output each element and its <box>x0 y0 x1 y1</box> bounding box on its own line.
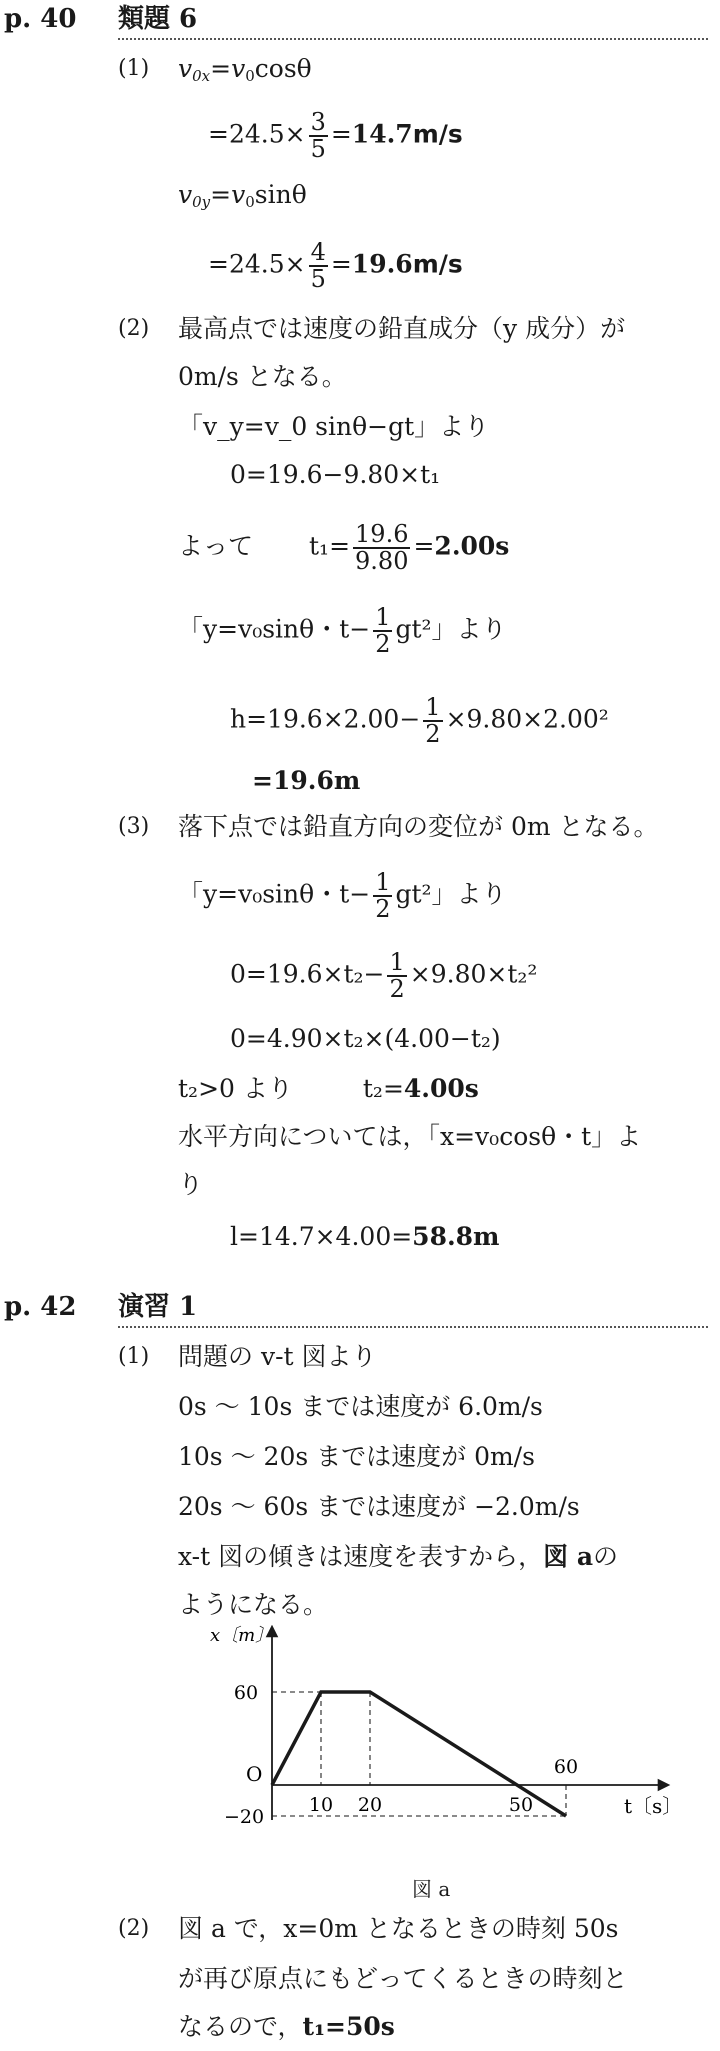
text-line: 図 a で，x=0m となるときの時刻 50s <box>178 1914 619 1943</box>
text-line: 落下点では鉛直方向の変位が 0m となる。 <box>178 812 659 841</box>
figure-caption: 図 a <box>412 1877 451 1901</box>
item-number: (1) <box>118 56 150 81</box>
item-number: (1) <box>118 1344 150 1369</box>
text-line: り <box>178 1170 204 1199</box>
text-line: なるので，t₁=50s <box>178 2012 395 2041</box>
x-t-graph <box>190 1625 690 1875</box>
text-line: x-t 図の傾きは速度を表すから，図 aの <box>178 1542 619 1571</box>
text-line: 問題の v-t 図より <box>178 1342 377 1371</box>
answer: 14.7 <box>351 119 413 149</box>
text-line: 最高点では速度の鉛直成分（y 成分）が <box>178 314 626 343</box>
equation-line: 0=19.6×t₂− $\frac{1}{2}$ ×9.80×t₂² <box>230 948 538 1004</box>
item-number: (2) <box>118 1916 150 1941</box>
y-axis-label: x〔m〕 <box>210 1625 274 1646</box>
section-divider <box>118 38 708 40</box>
answer: 19.6 <box>351 249 413 279</box>
y-tick-label: 60 <box>233 1682 259 1704</box>
answer: 58.8m <box>412 1222 500 1251</box>
figure-reference: 図 a <box>543 1542 594 1571</box>
text-line: 水平方向については，「x=v₀cosθ・t」よ <box>178 1122 642 1151</box>
text-line: が再び原点にもどってくるときの時刻と <box>178 1964 628 1993</box>
fraction: $\frac{1}{2}$ <box>375 868 391 924</box>
fraction: $\frac{1}{2}$ <box>375 603 391 659</box>
text-line: 0s ～ 10s までは速度が 6.0m/s <box>178 1392 543 1421</box>
equation-line: よって t₁= $\frac{19.6}{9.80}$ =2.00s <box>178 520 510 576</box>
answer: 2.00s <box>434 531 510 561</box>
x-tick-label: 20 <box>357 1794 383 1816</box>
equation-line: l=14.7×4.00=58.8m <box>230 1222 500 1251</box>
item-number: (2) <box>118 316 150 341</box>
section-divider <box>118 1326 708 1328</box>
origin-label: O <box>246 1762 263 1786</box>
fraction: $\frac{1}{2}$ <box>389 948 405 1004</box>
equation-line: 「v_y=v_0 sinθ−gt」より <box>178 412 490 441</box>
section-title: 演習 1 <box>118 1292 198 1322</box>
section-title: 類題 6 <box>118 4 198 34</box>
equation-line: h=19.6×2.00− $\frac{1}{2}$ ×9.80×2.00² <box>230 693 609 749</box>
text-line: 10s ～ 20s までは速度が 0m/s <box>178 1442 535 1471</box>
answer: t₁=50s <box>302 2012 395 2041</box>
x-tick-label: 50 <box>508 1794 534 1816</box>
text-line: 20s ～ 60s までは速度が −2.0m/s <box>178 1492 580 1521</box>
fraction: $\frac{19.6}{9.80}$ <box>355 520 409 576</box>
text-line: ようになる。 <box>178 1590 329 1619</box>
item-number: (3) <box>118 814 150 839</box>
x-axis-label: t〔s〕 <box>624 1794 683 1818</box>
equation-line: $v_{0y}=v_0\sin\theta$ <box>178 180 307 211</box>
equation-line: =24.5× $\frac{4}{5}$ =19.6m/s <box>208 238 463 294</box>
equation-line: t₂>0 より t₂=4.00s <box>178 1074 479 1103</box>
y-tick-label: −20 <box>223 1806 265 1828</box>
answer: =19.6m <box>252 766 361 795</box>
equation-line: =24.5× $\frac{3}{5}$ =14.7m/s <box>208 108 463 164</box>
fraction: $\frac{4}{5}$ <box>310 238 326 294</box>
x-tick-label: 10 <box>308 1794 334 1816</box>
equation-line: $v_{0x}=v_0\cos\theta$ <box>178 54 312 85</box>
answer: 4.00s <box>403 1074 479 1103</box>
section-page-number: p. 40 <box>4 4 77 34</box>
equation-line: 「y=v₀sinθ・t− $\frac{1}{2}$ gt²」より <box>178 868 507 924</box>
equation-line: 0=19.6−9.80×t₁ <box>230 460 441 489</box>
equation-line: 「y=v₀sinθ・t− $\frac{1}{2}$ gt²」より <box>178 603 507 659</box>
fraction: $\frac{3}{5}$ <box>310 108 326 164</box>
text-line: 0m/s となる。 <box>178 362 347 391</box>
section-page-number: p. 42 <box>4 1292 77 1322</box>
x-tick-label: 60 <box>553 1756 579 1778</box>
equation-line: 0=4.90×t₂×(4.00−t₂) <box>230 1024 501 1053</box>
fraction: $\frac{1}{2}$ <box>425 693 441 749</box>
